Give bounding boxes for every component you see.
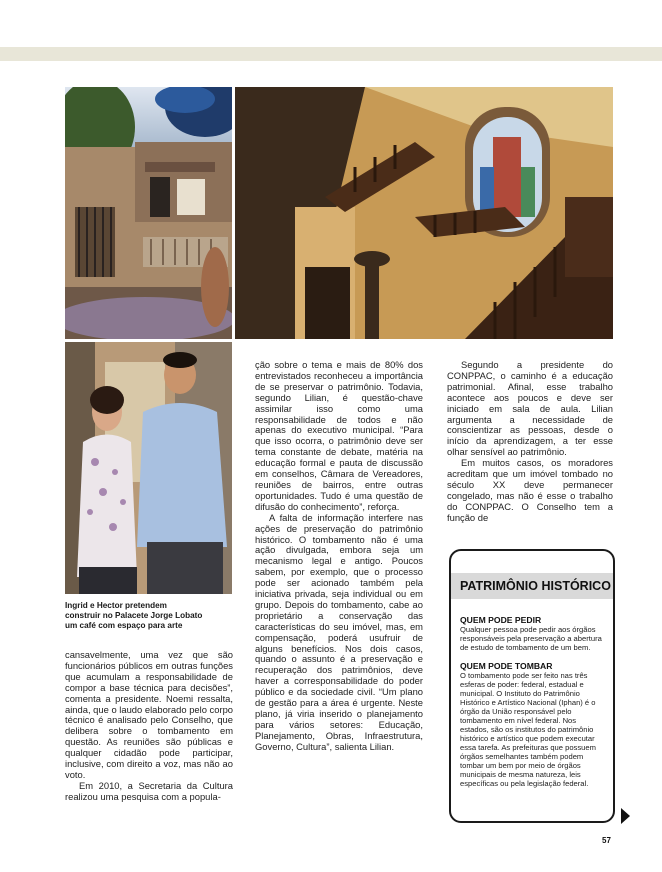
paragraph: cansavelmente, uma vez que são funcionários públicos em outras funções que acumulam a responsabilidade de compor a base técnica para decisões”, comenta a presidente. Noemi ressalta, ainda, que o laudo elaborado pelo corpo técnico é analisado pelo Conselho, que delibera sobre o tombamento em questão. As reuniões são públicas e qualquer cidadão pode participar, inclusive, com direito a voz, mas não ao voto.: [65, 649, 233, 780]
top-color-band: [0, 47, 662, 61]
section-heading: QUEM PODE TOMBAR: [460, 661, 553, 671]
next-page-arrow-icon: [621, 808, 630, 824]
paragraph: A falta de informação interfere nas ações de preservação do patrimônio histórico. O tombamento não é uma ação divulgada, embora seja um mecanismo legal e antigo. Poucos sabem, por exemplo, que o processo pode ser acionado também pela iniciativa privada, seja individual ou em grupo. Depois do tombamento, cabe ao proprietário a conservação das características do seu imóvel, mas, em compensação, poderá usufruir de alguns benefícios. Nos dois casos, quando o assunto é a preservação e recuperação dos patrimônios, deve haver a corresponsabilidade do poder público e da sociedade civil. “Um plano de gestão para a área é urgente. Neste plano, já viria inserido o planejamento para vários setores: Educação, Planejamento, Obras, Infraestrutura, Governo, Cultura”, salienta Lilian.: [255, 511, 423, 752]
patrimonio-sidebar-box: [449, 549, 615, 823]
section-text: Qualquer pessoa pode pedir aos órgãos responsáveis pela preservação a abertura de estudo de tombamento de um bem.: [460, 625, 602, 652]
ruined-palacete-photo: [65, 87, 232, 339]
caption-line: um café com espaço para arte: [65, 621, 183, 631]
sidebar-section-pedir: [460, 615, 606, 652]
article-column-3: [447, 360, 613, 524]
paragraph: Segundo a presidente do CONPPAC, o caminho é a educação patrimonial. Afinal, esse trabalho acontece aos poucos e deve ser iniciado em sala de aula. Lilian argumenta a necessidade de conscientizar as pessoas, desde o início da aprendizagem, a ter esse olhar sensível ao patrimônio.: [447, 359, 613, 458]
section-text: O tombamento pode ser feito nas três esferas de poder: federal, estadual e municipal. O Instituto do Patrimônio Histórico e Artístico Nacional (Iphan) é o órgão da União responsável pelo tombamento em nível federal. Nos estados, são os institutos do patrimônio histórico e artístico que podem executar essa tarefa. As prefeituras que possuem órgãos semelhantes também podem tombar um bem por meio de órgãos municipais de mesma natureza, leis específicas ou pela legislação federal.: [460, 671, 596, 788]
article-column-2: [255, 360, 423, 753]
paragraph: Em 2010, a Secretaria da Cultura realizou uma pesquisa com a popula-: [65, 779, 233, 802]
ingrid-and-hector-photo: [65, 342, 232, 594]
page-number: 57: [602, 836, 611, 845]
sidebar-title: PATRIMÔNIO HISTÓRICO: [451, 573, 613, 599]
article-column-1: [65, 650, 233, 803]
caption-line: Ingrid e Hector pretendem: [65, 601, 167, 610]
paragraph: ção sobre o tema e mais de 80% dos entrevistados reconheceu a importância de se preservar o patrimônio. Todavia, segundo Lilian, é questão-chave assimilar isso como uma responsabilidade de todos e não apenas do executivo municipal. “Para que isso ocorra, o patrimônio deve ser tema constante de debate, matéria na educação formal e pauta de discussão em conselhos, Câmara de Vereadores, reuniões de bairros, entre outras oportunidades. Tudo é uma questão de difusão do conhecimento”, reforça.: [255, 359, 423, 512]
staircase-interior-photo: [235, 87, 613, 339]
photo-caption: [65, 601, 235, 632]
section-heading: QUEM PODE PEDIR: [460, 615, 542, 625]
caption-line: construir no Palacete Jorge Lobato: [65, 611, 203, 621]
paragraph: Em muitos casos, os moradores acreditam que um imóvel tombado no século XX deve permanecer congelado, mas não é esse o trabalho do CONPPAC. O Conselho tem a função de: [447, 457, 613, 523]
sidebar-section-tombar: [460, 661, 606, 788]
